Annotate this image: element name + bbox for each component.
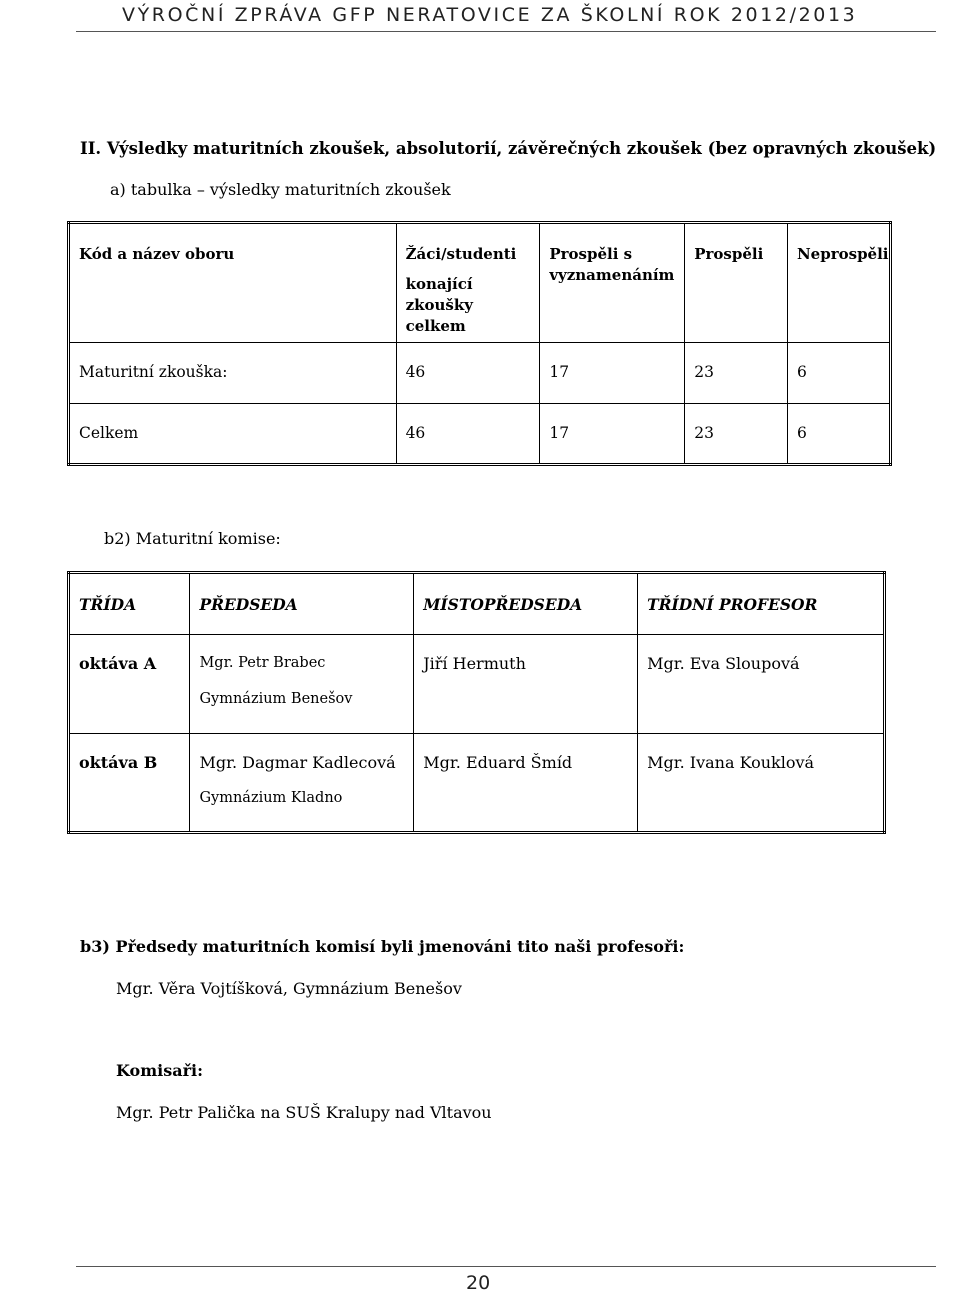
row-students: 46 [396,404,540,465]
chair-school: Gymnázium Benešov [199,691,353,707]
vice-chair-cell: Mgr. Eduard Šmíd [414,734,638,833]
class-name: oktáva A [69,635,190,734]
section-heading: II. Výsledky maturitních zkoušek, absolutorií, závěrečných zkoušek (bez opravných zkoušek) [80,139,937,158]
chair-cell [190,635,414,734]
table-row [69,734,885,833]
header-students: Žáci/studenti konající zkoušky celkem [396,223,540,343]
chair-cell [190,734,414,833]
row-passed: 23 [685,343,788,404]
chair-school: Gymnázium Kladno [199,790,343,806]
report-header: VÝROČNÍ ZPRÁVA GFP NERATOVICE ZA ŠKOLNÍ ROK 2012/2013 [122,4,858,26]
class-name: oktáva B [69,734,190,833]
row-name: Maturitní zkouška: [69,343,397,404]
committee-table [67,571,886,834]
chair-name: Mgr. Dagmar Kadlecová [199,753,396,772]
header-class-teacher: TŘÍDNÍ PROFESOR [638,573,885,635]
header-class: TŘÍDA [69,573,190,635]
header-vice-chair: MÍSTOPŘEDSEDA [414,573,638,635]
results-header-row [69,223,891,343]
committee-header-row [69,573,885,635]
header-rule [76,31,936,32]
teacher-cell: Mgr. Ivana Kouklová [638,734,885,833]
header-honors: Prospěli s vyznamenáním [540,223,685,343]
subsection-a-heading: a) tabulka – výsledky maturitních zkoušek [110,180,451,199]
results-table [67,221,892,466]
row-honors: 17 [540,343,685,404]
chair-name: Mgr. Petr Brabec [199,655,326,671]
row-students: 46 [396,343,540,404]
teacher-cell: Mgr. Eva Sloupová [638,635,885,734]
b3-text: Mgr. Věra Vojtíšková, Gymnázium Benešov [116,979,462,998]
header-field-code: Kód a název oboru [69,223,397,343]
footer-rule [76,1266,936,1267]
row-honors: 17 [540,404,685,465]
table-row [69,404,891,465]
header-passed: Prospěli [685,223,788,343]
row-passed: 23 [685,404,788,465]
table-row [69,343,891,404]
page-number: 20 [466,1272,491,1294]
commissioners-text: Mgr. Petr Palička na SUŠ Kralupy nad Vltavou [116,1103,492,1122]
row-name: Celkem [69,404,397,465]
row-failed: 6 [787,404,890,465]
header-failed: Neprospěli [787,223,890,343]
commissioners-heading: Komisaři: [116,1061,204,1080]
vice-chair-cell: Jiří Hermuth [414,635,638,734]
row-failed: 6 [787,343,890,404]
header-chair: PŘEDSEDA [190,573,414,635]
committee-heading: b2) Maturitní komise: [104,529,281,548]
b3-heading: b3) Předsedy maturitních komisí byli jmenováni tito naši profesoři: [80,937,685,956]
table-row [69,635,885,734]
